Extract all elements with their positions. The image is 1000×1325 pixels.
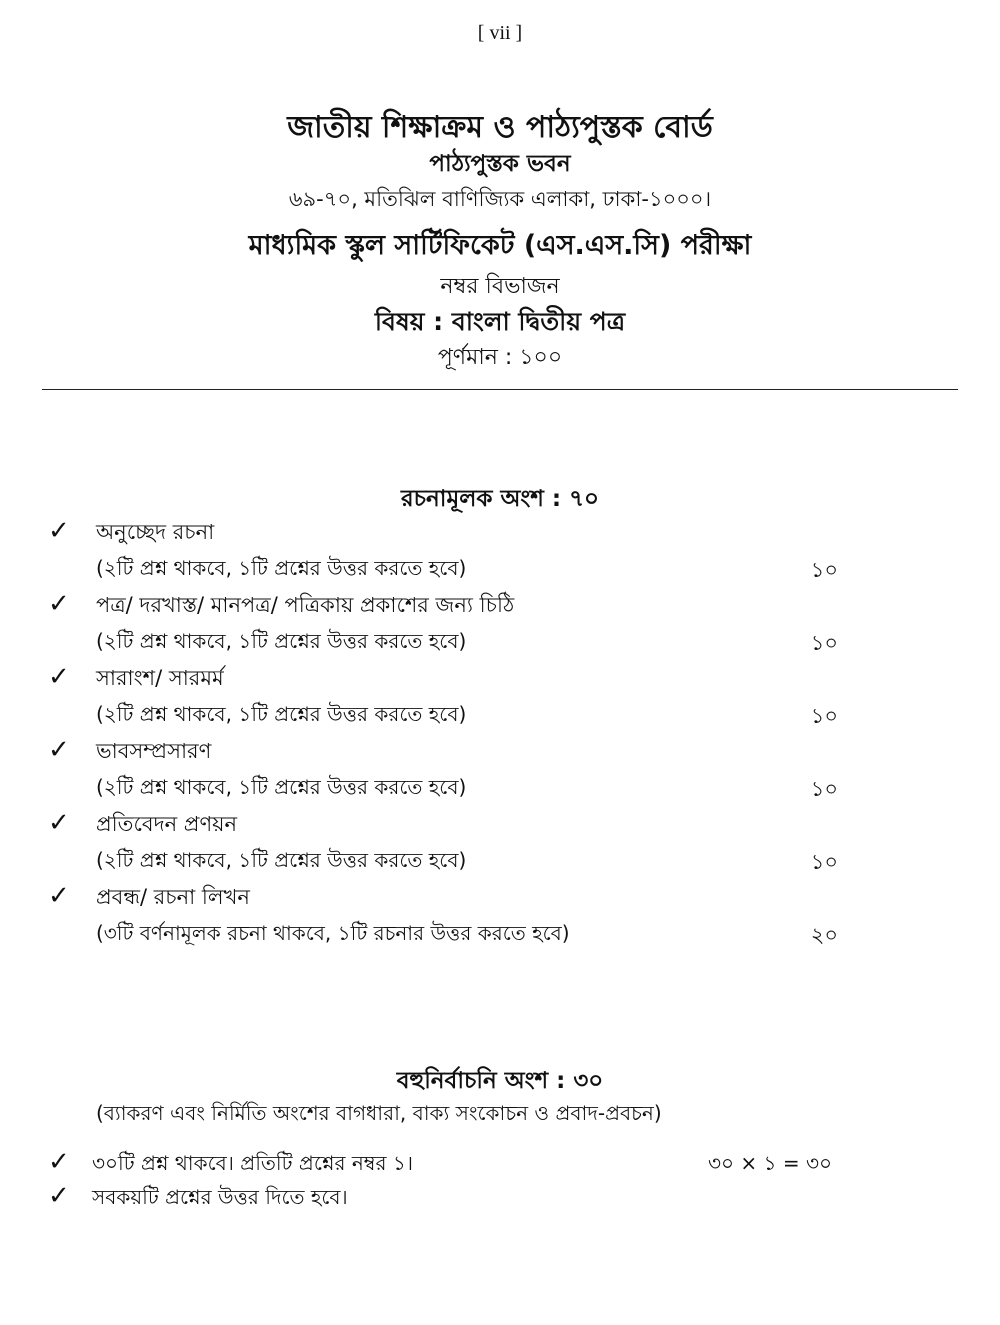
list-item [0,588,1000,661]
item-title: প্রবন্ধ/ রচনা লিখন [96,885,250,909]
mcq-section-title: বহুনির্বাচনি অংশ : ৩০ [396,1068,604,1094]
check-icon: ✓ [48,1181,70,1211]
item-title: পত্র/ দরখাস্ত/ মানপত্র/ পত্রিকায় প্রকাশের জন্য চিঠি [96,593,515,617]
item-note: (২টি প্রশ্ন থাকবে, ১টি প্রশ্নের উত্তর করতে হবে) [96,775,467,799]
item-marks: ১০ [810,850,838,874]
item-note: (২টি প্রশ্ন থাকবে, ১টি প্রশ্নের উত্তর করতে হবে) [96,556,467,580]
subject-line: বিষয় : বাংলা দ্বিতীয় পত্র [374,307,626,336]
check-icon: ✓ [48,589,70,619]
item-title: অনুচ্ছেদ রচনা [96,520,215,544]
building-name: পাঠ্যপুস্তক ভবন [429,151,571,177]
mcq-section-note: (ব্যাকরণ এবং নির্মিতি অংশের বাগধারা, বাক্য সংকোচন ও প্রবাদ-প্রবচন) [96,1101,662,1125]
item-note: (২টি প্রশ্ন থাকবে, ১টি প্রশ্নের উত্তর করতে হবে) [96,702,467,726]
item-title: প্রতিবেদন প্রণয়ন [96,812,238,836]
item-title: সারাংশ/ সারমর্ম [96,666,224,690]
mcq-item-marks: ৩০ × ১ = ৩০ [708,1151,832,1175]
item-marks: ১০ [810,704,838,728]
list-item [0,1146,1000,1182]
item-note: (২টি প্রশ্ন থাকবে, ১টি প্রশ্নের উত্তর করতে হবে) [96,629,467,653]
item-marks: ১০ [810,631,838,655]
item-marks: ১০ [810,558,838,582]
check-icon: ✓ [48,735,70,765]
marks-distribution-heading: নম্বর বিভাজন [440,274,560,299]
item-marks: ১০ [810,777,838,801]
address: ৬৯-৭০, মতিঝিল বাণিজ্যিক এলাকা, ঢাকা-১০০০। [288,187,712,211]
check-icon: ✓ [48,808,70,838]
organization-name: জাতীয় শিক্ষাক্রম ও পাঠ্যপুস্তক বোর্ড [287,110,713,145]
list-item [0,734,1000,807]
check-icon: ✓ [48,662,70,692]
full-marks: পূর্ণমান : ১০০ [437,345,563,370]
mcq-item-text: সবকয়টি প্রশ্নের উত্তর দিতে হবে। [92,1185,348,1209]
creative-section-title: রচনামূলক অংশ : ৭০ [400,486,600,512]
list-item [0,1180,1000,1216]
creative-items-list [0,515,1000,953]
item-title: ভাবসম্প্রসারণ [96,739,212,763]
check-icon: ✓ [48,881,70,911]
item-note: (৩টি বর্ণনামূলক রচনা থাকবে, ১টি রচনার উত্তর করতে হবে) [96,921,570,945]
mcq-item-text: ৩০টি প্রশ্ন থাকবে। প্রতিটি প্রশ্নের নম্বর ১। [92,1151,414,1175]
exam-title: মাধ্যমিক স্কুল সার্টিফিকেট (এস.এস.সি) পরীক্ষা [248,230,752,261]
list-item [0,661,1000,734]
document-header [0,108,1000,374]
check-icon: ✓ [48,1147,70,1177]
list-item [0,515,1000,588]
page-number: [ vii ] [477,22,523,44]
list-item [0,807,1000,880]
header-divider [42,389,958,390]
item-note: (২টি প্রশ্ন থাকবে, ১টি প্রশ্নের উত্তর করতে হবে) [96,848,467,872]
item-marks: ২০ [810,923,838,947]
check-icon: ✓ [48,516,70,546]
list-item [0,880,1000,953]
